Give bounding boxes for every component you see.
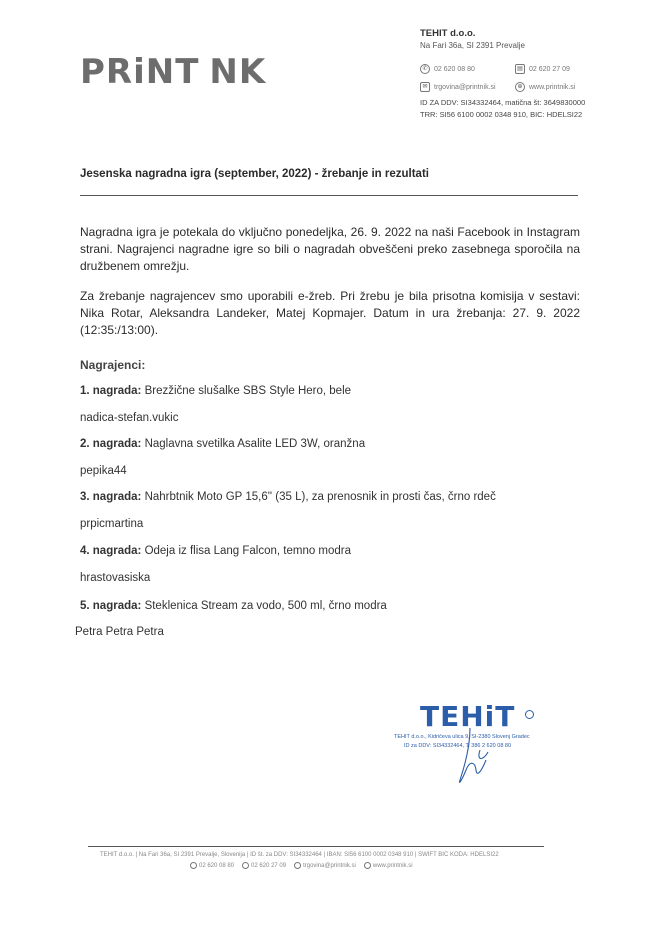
website-url: www.printnik.si (529, 83, 576, 91)
footer-website: www.printnik.si (364, 862, 413, 869)
prize-label: 1. nagrada: (80, 385, 142, 397)
footer-phone: 02 620 08 80 (190, 862, 234, 869)
winner-1: nadica-stefan.vukic (80, 412, 179, 424)
prize-description: Nahrbtnik Moto GP 15,6'' (35 L), za prenosnik in prosti čas, črno rdeč (144, 491, 496, 503)
footer-divider (88, 846, 544, 847)
winner-2: pepika44 (80, 465, 127, 477)
stamp-line-2: ID za DDV: SI34332464, T: 386 2 620 08 80 (404, 743, 512, 749)
company-block (420, 28, 525, 52)
prize-label: 3. nagrada: (80, 491, 142, 503)
stamp-line-1: TEHIT d.o.o., Kidričeva ulica 9, SI-2380 Slovenj Gradec (394, 734, 530, 740)
fax-icon (242, 862, 249, 869)
logo-text-right: NK (209, 52, 267, 92)
globe-icon: ⊕ (515, 82, 525, 92)
prize-description: Naglavna svetilka Asalite LED 3W, oranžna (144, 438, 366, 450)
fax-number: 02 620 27 09 (529, 65, 570, 73)
company-address: Na Fari 36a, SI 2391 Prevalje (420, 41, 525, 50)
website-row (515, 82, 575, 92)
fax-icon: ▤ (515, 64, 525, 74)
footer-email: trgovina@printnik.si (294, 862, 356, 869)
prize-description: Odeja iz flisa Lang Falcon, temno modra (144, 545, 352, 557)
winners-heading: Nagrajenci: (80, 358, 146, 372)
prize-description: Steklenica Stream za vodo, 500 ml, črno modra (144, 600, 387, 612)
bank-line: TRR: SI56 6100 0002 0348 910, BIC: HDELSI22 (420, 110, 583, 119)
tax-line: ID ZA DDV: SI34332464, matična št: 3649830000 (420, 98, 586, 107)
footer-contacts (190, 862, 413, 869)
prize-3 (80, 491, 496, 503)
company-name: TEHIT d.o.o. (420, 28, 476, 39)
fax-row (515, 64, 570, 74)
prize-label: 5. nagrada: (80, 600, 142, 612)
footer-fax: 02 620 27 09 (242, 862, 286, 869)
prize-description: Brezžične slušalke SBS Style Hero, bele (144, 385, 352, 397)
winner-4: hrastovasiska (80, 572, 151, 584)
phone-icon: ✆ (420, 64, 430, 74)
email-icon: ✉ (420, 82, 430, 92)
footer-company-line: TEHIT d.o.o. | Na Fari 36a, SI 2391 Prevalje, Slovenija | ID št. za DDV: SI34332464 | IBAN: SI56 6100 0002 0348 910 | SWIFT BIC KODA: HDELSI22 (100, 852, 499, 858)
winner-3: prpicmartina (80, 518, 144, 530)
prize-label: 4. nagrada: (80, 545, 142, 557)
prize-label: 2. nagrada: (80, 438, 142, 450)
email-row (420, 82, 496, 92)
paragraph-draw: Za žrebanje nagrajencev smo uporabili e-žreb. Pri žrebu je bila prisotna komisija v sestavi: Nika Rotar, Aleksandra Landeker, Matej Kopmajer. Datum in ura žrebanja: 27. 9. 2022 (12:35:/13:00). (80, 289, 580, 337)
stamp-dot-icon (525, 710, 534, 719)
printnik-logo (80, 52, 266, 92)
email-address: trgovina@printnik.si (434, 83, 496, 91)
globe-icon (364, 862, 371, 869)
prize-2 (80, 438, 365, 450)
title-divider (80, 195, 578, 196)
stamp-logo: TEHiT (420, 700, 516, 733)
paragraph-intro: Nagradna igra je potekala do vključno ponedeljka, 26. 9. 2022 na naši Facebook in Instagram strani. Nagrajenci nagradne igre so bili o nagradah obveščeni preko zasebnega sporočila na družbenem omrežju. (80, 225, 580, 273)
phone-row (420, 64, 475, 74)
prize-1 (80, 385, 351, 397)
phone-icon (190, 862, 197, 869)
winner-5: Petra Petra Petra (75, 626, 164, 638)
document-title: Jesenska nagradna igra (september, 2022) - žrebanje in rezultati (80, 168, 429, 180)
prize-4 (80, 545, 351, 557)
prize-5 (80, 600, 387, 612)
logo-text-left: PRiNT (80, 52, 200, 92)
phone-number: 02 620 08 80 (434, 65, 475, 73)
handwritten-signature (440, 720, 540, 790)
email-icon (294, 862, 301, 869)
